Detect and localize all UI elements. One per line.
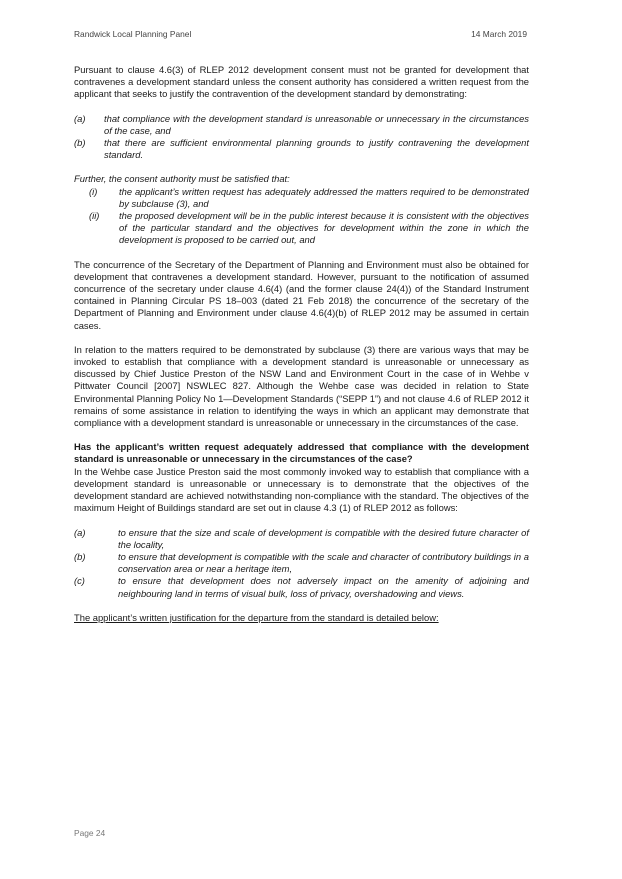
list-marker: (a) <box>74 526 86 538</box>
list-item <box>74 575 529 599</box>
list-marker: (b) <box>74 550 86 562</box>
list-marker: (a) <box>74 112 86 124</box>
list-item <box>74 113 529 137</box>
list-text: that compliance with the development standard is unreasonable or unnecessary in the circumstances of the case, and <box>104 112 529 136</box>
list-item <box>74 551 529 575</box>
list-text: to ensure that development does not adversely impact on the amenity of adjoining and neighbouring land in terms of visual bulk, loss of privacy, overshadowing and views. <box>118 575 529 599</box>
list-item <box>74 137 529 161</box>
further-paragraph: Further, the consent authority must be satisfied that: <box>74 173 290 185</box>
header-title: Randwick Local Planning Panel <box>74 29 192 39</box>
list-marker: (i) <box>89 185 98 197</box>
wehbe-paragraph: In the Wehbe case Justice Preston said the most commonly invoked way to establish that compliance with a development standard is unreasonable or unnecessary is to demonstrate that the objectives of the development standard are achieved notwithstanding non-compliance with the standard. The objectives of the maximum Height of Buildings standard are set out in clause 4.3 (1) of RLEP 2012 as follows: <box>74 465 529 514</box>
document-body <box>74 64 529 624</box>
concurrence-paragraph: The concurrence of the Secretary of the Department of Planning and Environment must also be obtained for development that contravenes a development standard. However, pursuant to the notification of assumed concurrence of the secretary under clause 4.6(4) (and the former clause 24(4)) of the Standard Instrument contained in Planning Circular PS 18–003 (dated 21 Feb 2018) the concurrence of the secretary of the Department of Planning and Environment under clause 4.6(4)(b) of RLEP 2012 may be assumed in certain cases. <box>74 258 529 331</box>
list-text: to ensure that the size and scale of development is compatible with the desired future character of the locality, <box>118 526 529 550</box>
list-text: the applicant’s written request has adequately addressed the matters required to be demonstrated by subclause (3), and <box>119 185 529 209</box>
list-marker: (b) <box>74 137 86 149</box>
header-date: 14 March 2019 <box>471 29 527 39</box>
list-item <box>74 210 529 247</box>
list-text: the proposed development will be in the public interest because it is consistent with the objectives of the particular standard and the objectives for development within the zone in which the development is proposed to be carried out, and <box>119 210 529 246</box>
intro-paragraph: Pursuant to clause 4.6(3) of RLEP 2012 development consent must not be granted for development that contravenes a development standard unless the consent authority has considered a written request from the applicant that seeks to justify the contravention of the development standard by demonstrating: <box>74 64 529 100</box>
justification-heading: The applicant’s written justification for the departure from the standard is detailed below: <box>74 611 439 623</box>
list-item <box>74 186 529 210</box>
page-number: Page 24 <box>74 828 106 838</box>
question-heading: Has the applicant’s written request adequately addressed that compliance with the development standard is unreasonable or unnecessary in the circumstances of the case? <box>74 441 529 465</box>
list-marker: (ii) <box>89 210 100 222</box>
list-item <box>74 527 529 551</box>
list-text: to ensure that development is compatible with the scale and character of contributory buildings in a conservation area or near a heritage item, <box>118 550 529 575</box>
relation-paragraph: In relation to the matters required to be demonstrated by subclause (3) there are various ways that may be invoked to establish that compliance with a development standard is unreasonable or unnecessary as discussed by Chief Justice Preston of the NSW Land and Environment Court in the case of in Wehbe v Pittwater Council [2007] NSWLEC 827. Although the Wehbe case was decided in relation to State Environmental Planning Policy No 1—Development Standards (“SEPP 1”) and not clause 4.6 of RLEP 2012 it remains of some assistance in relation to identifying the ways in which an applicant may demonstrate that compliance with a development standard is unreasonable or unnecessary in the circumstances of the case. <box>74 343 529 429</box>
list-marker: (c) <box>74 575 85 587</box>
list-text: that there are sufficient environmental planning grounds to justify contravening the development standard. <box>104 137 529 161</box>
